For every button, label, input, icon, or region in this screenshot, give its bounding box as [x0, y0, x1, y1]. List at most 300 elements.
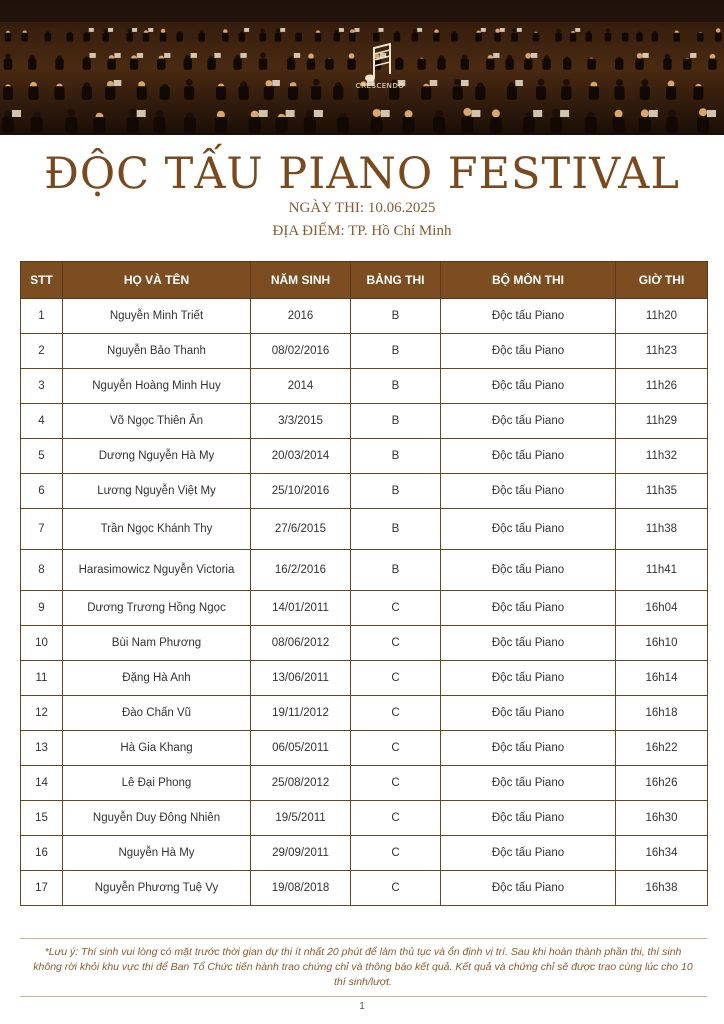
cell-subject: Độc tấu Piano: [441, 696, 616, 731]
musician-body: [127, 33, 134, 42]
cell-birth: 3/3/2015: [251, 404, 351, 439]
musician-head: [261, 29, 265, 33]
music-stand: [381, 110, 390, 117]
musician-body: [666, 117, 678, 133]
table-row: [21, 404, 708, 439]
exam-date: NGÀY THI: 10.06.2025: [288, 200, 436, 216]
divider-top: [20, 938, 707, 939]
musician-body: [349, 33, 356, 42]
musician-body: [275, 33, 282, 42]
cell-time: 16h26: [616, 766, 708, 801]
musician-body: [130, 59, 138, 70]
musician-body: [215, 117, 227, 133]
musician-body: [198, 33, 205, 42]
musician-body: [304, 117, 316, 133]
cell-birth: 19/08/2018: [251, 871, 351, 906]
musician-body: [505, 59, 513, 70]
musician-body: [287, 59, 295, 70]
cell-category: B: [351, 404, 441, 439]
musician-body: [494, 33, 501, 42]
cell-subject: Độc tấu Piano: [441, 509, 616, 550]
musician-body: [555, 33, 562, 42]
cell-category: B: [351, 369, 441, 404]
table-row: [21, 334, 708, 369]
musician-body: [693, 86, 703, 100]
musician-body: [523, 117, 535, 133]
musician-body: [394, 33, 401, 42]
cell-birth: 29/09/2011: [251, 836, 351, 871]
musician-body: [107, 59, 115, 70]
musician-body: [249, 117, 261, 133]
musician-body: [561, 86, 571, 100]
cell-subject: Độc tấu Piano: [441, 626, 616, 661]
cell-category: C: [351, 731, 441, 766]
musician-body: [337, 117, 349, 133]
musician-body: [585, 33, 592, 42]
cell-name: Trần Ngọc Khánh Thy: [63, 509, 251, 550]
musician-body: [585, 117, 597, 133]
cell-name: Dương Nguyễn Hà My: [63, 439, 251, 474]
cell-category: B: [351, 439, 441, 474]
cell-category: C: [351, 661, 441, 696]
cell-name: Harasimowicz Nguyễn Victoria: [63, 550, 251, 591]
cell-name: Đặng Hà Anh: [63, 661, 251, 696]
musician-body: [636, 33, 643, 42]
musician-body: [666, 86, 676, 100]
table-row: [21, 766, 708, 801]
music-stand: [493, 53, 499, 58]
cell-time: 16h30: [616, 801, 708, 836]
table-row: [21, 661, 708, 696]
musician-body: [176, 33, 183, 42]
cell-time: 11h35: [616, 474, 708, 509]
cell-time: 11h23: [616, 334, 708, 369]
cell-time: 11h41: [616, 550, 708, 591]
venue: ĐỊA ĐIỂM: TP. Hồ Chí Minh: [272, 223, 452, 239]
musician-body: [715, 33, 722, 42]
musician-body: [157, 59, 165, 70]
musician-body: [65, 117, 77, 133]
musician-head: [454, 79, 461, 86]
music-stand: [164, 53, 170, 58]
cell-birth: 2014: [251, 369, 351, 404]
music-stand: [531, 53, 537, 58]
musician-body: [371, 117, 383, 133]
cell-subject: Độc tấu Piano: [441, 474, 616, 509]
cell-stt: 10: [21, 626, 63, 661]
musician-head: [668, 110, 676, 118]
music-stand: [461, 80, 469, 86]
cell-name: Hà Gia Khang: [63, 731, 251, 766]
musician-head: [615, 110, 623, 118]
musician-body: [233, 59, 241, 70]
cell-name: Nguyễn Hà My: [63, 836, 251, 871]
musician-head: [5, 53, 11, 59]
musician-head: [512, 28, 516, 32]
header-subject: BỘ MÔN THI: [441, 262, 616, 299]
musician-body: [475, 86, 485, 100]
cell-stt: 17: [21, 871, 63, 906]
music-stand: [430, 80, 438, 86]
musician-body: [403, 117, 415, 133]
cell-stt: 1: [21, 299, 63, 334]
musician-head: [405, 110, 413, 118]
cell-subject: Độc tấu Piano: [441, 591, 616, 626]
musician-body: [3, 86, 13, 100]
musician-body: [45, 33, 52, 42]
musician-body: [461, 59, 469, 70]
cell-name: Lê Đại Phong: [63, 766, 251, 801]
music-stand: [575, 28, 580, 32]
crescendo-logo: [330, 42, 430, 102]
musician-body: [160, 86, 170, 100]
table-header-row: [21, 262, 708, 299]
music-stand: [272, 80, 280, 86]
musician-body: [307, 59, 315, 70]
music-stand: [244, 28, 249, 32]
cell-stt: 7: [21, 509, 63, 550]
musician-body: [490, 117, 502, 133]
cell-time: 11h32: [616, 439, 708, 474]
cell-category: C: [351, 871, 441, 906]
musician-body: [239, 86, 249, 100]
musician-body: [613, 117, 625, 133]
cell-subject: Độc tấu Piano: [441, 836, 616, 871]
cell-time: 16h38: [616, 871, 708, 906]
musician-body: [105, 86, 115, 100]
cell-time: 16h34: [616, 836, 708, 871]
musician-body: [563, 59, 571, 70]
music-stand: [114, 80, 122, 86]
cell-subject: Độc tấu Piano: [441, 871, 616, 906]
music-stand: [500, 28, 505, 32]
musician-head: [641, 109, 649, 117]
musician-body: [683, 59, 691, 70]
cell-stt: 13: [21, 731, 63, 766]
music-stand: [137, 110, 146, 117]
cell-subject: Độc tấu Piano: [441, 439, 616, 474]
musician-body: [533, 33, 540, 42]
musician-head: [276, 28, 280, 32]
logo-mark-icon: [330, 42, 430, 82]
musician-body: [83, 33, 90, 42]
musician-body: [239, 33, 246, 42]
music-stand: [191, 53, 197, 58]
musician-head: [556, 29, 560, 33]
cell-name: Đào Chấn Vũ: [63, 696, 251, 731]
musician-body: [433, 33, 440, 42]
musician-body: [260, 33, 267, 42]
musician-body: [207, 59, 215, 70]
table-row: [21, 836, 708, 871]
cell-name: Nguyễn Minh Triết: [63, 299, 251, 334]
musician-body: [635, 59, 643, 70]
musician-body: [639, 117, 651, 133]
musician-body: [311, 86, 321, 100]
musician-head: [495, 29, 499, 33]
cell-birth: 06/05/2011: [251, 731, 351, 766]
musician-body: [216, 86, 226, 100]
cell-birth: 08/02/2016: [251, 334, 351, 369]
musician-body: [461, 117, 473, 133]
cell-category: C: [351, 696, 441, 731]
table-row: [21, 801, 708, 836]
musician-body: [55, 59, 63, 70]
musician-body: [486, 59, 494, 70]
logo-text: CRESCENDO: [355, 82, 405, 90]
cell-category: C: [351, 626, 441, 661]
musician-body: [259, 59, 267, 70]
page-title: ĐỘC TẤU PIANO FESTIVAL: [44, 149, 680, 199]
cell-stt: 6: [21, 474, 63, 509]
musician-body: [184, 117, 196, 133]
musician-body: [21, 33, 28, 42]
cell-category: C: [351, 836, 441, 871]
musician-body: [143, 33, 150, 42]
table-row: [21, 299, 708, 334]
musician-body: [137, 86, 147, 100]
cell-stt: 8: [21, 550, 63, 591]
cell-name: Nguyễn Hoàng Minh Huy: [63, 369, 251, 404]
cell-time: 16h10: [616, 626, 708, 661]
cell-birth: 25/08/2012: [251, 766, 351, 801]
table-row: [21, 871, 708, 906]
music-stand: [12, 110, 21, 117]
cell-stt: 2: [21, 334, 63, 369]
musician-body: [54, 86, 64, 100]
music-stand: [533, 110, 542, 117]
table-row: [21, 591, 708, 626]
musician-body: [663, 59, 671, 70]
musician-head: [260, 53, 266, 59]
cell-birth: 19/11/2012: [251, 696, 351, 731]
cell-name: Dương Trương Hồng Ngọc: [63, 591, 251, 626]
musician-body: [153, 117, 165, 133]
cell-name: Lương Nguyễn Việt My: [63, 474, 251, 509]
cell-name: Nguyễn Phương Tuệ Vy: [63, 871, 251, 906]
cell-stt: 14: [21, 766, 63, 801]
cell-time: 11h20: [616, 299, 708, 334]
cell-birth: 27/6/2015: [251, 509, 351, 550]
cell-subject: Độc tấu Piano: [441, 661, 616, 696]
cell-time: 16h22: [616, 731, 708, 766]
musician-head: [642, 79, 649, 86]
musician-head: [668, 81, 675, 88]
musician-head: [538, 79, 545, 86]
music-stand: [259, 110, 268, 117]
musician-body: [28, 86, 38, 100]
musician-body: [295, 33, 302, 42]
musician-body: [31, 117, 43, 133]
musician-head: [67, 109, 75, 117]
musician-body: [67, 33, 74, 42]
musician-body: [94, 117, 106, 133]
cell-birth: 19/5/2011: [251, 801, 351, 836]
musician-head: [104, 29, 108, 33]
table-row: [21, 369, 708, 404]
cell-subject: Độc tấu Piano: [441, 731, 616, 766]
cell-birth: 08/06/2012: [251, 626, 351, 661]
musician-head: [616, 79, 623, 86]
cell-category: C: [351, 801, 441, 836]
musician-body: [570, 33, 577, 42]
musician-head: [308, 53, 314, 59]
music-stand: [649, 110, 658, 117]
cell-birth: 14/01/2011: [251, 591, 351, 626]
cell-subject: Độc tấu Piano: [441, 404, 616, 439]
music-stand: [481, 28, 486, 32]
musician-body: [28, 59, 36, 70]
musician-body: [5, 33, 12, 42]
musician-body: [614, 86, 624, 100]
schedule-table: [20, 261, 708, 906]
musician-body: [708, 59, 716, 70]
musician-body: [640, 86, 650, 100]
musician-body: [222, 33, 229, 42]
music-stand: [707, 110, 716, 117]
musician-head: [525, 53, 531, 59]
music-stand: [148, 28, 153, 32]
cell-category: B: [351, 334, 441, 369]
musician-head: [492, 109, 500, 117]
musician-body: [83, 59, 91, 70]
musician-body: [550, 117, 562, 133]
music-stand: [417, 28, 422, 32]
cell-subject: Độc tấu Piano: [441, 334, 616, 369]
musician-body: [433, 117, 445, 133]
musician-body: [673, 33, 680, 42]
musician-body: [373, 33, 380, 42]
music-stand: [108, 28, 113, 32]
musician-body: [453, 86, 463, 100]
musician-head: [463, 108, 471, 116]
cell-stt: 5: [21, 439, 63, 474]
divider-bottom: [20, 996, 707, 997]
music-stand: [379, 28, 384, 32]
cell-time: 11h29: [616, 404, 708, 439]
music-stand: [132, 28, 137, 32]
musician-body: [697, 117, 709, 133]
musician-body: [542, 59, 550, 70]
musician-head: [306, 110, 314, 118]
table-row: [21, 731, 708, 766]
cell-name: Nguyễn Duy Đông Nhiên: [63, 801, 251, 836]
musician-body: [622, 33, 629, 42]
table-row: [21, 509, 708, 550]
musician-head: [128, 29, 132, 33]
musician-body: [697, 33, 704, 42]
cell-category: B: [351, 474, 441, 509]
cell-subject: Độc tấu Piano: [441, 766, 616, 801]
cell-time: 16h04: [616, 591, 708, 626]
music-stand: [294, 53, 300, 58]
musician-body: [184, 59, 192, 70]
cell-birth: 16/2/2016: [251, 550, 351, 591]
table-row: [21, 626, 708, 661]
musician-body: [605, 33, 612, 42]
cell-category: B: [351, 550, 441, 591]
music-stand: [515, 80, 523, 86]
musician-head: [552, 109, 560, 117]
cell-birth: 2016: [251, 299, 351, 334]
musician-body: [4, 59, 12, 70]
table-row: [21, 550, 708, 591]
music-stand: [339, 28, 344, 32]
cell-stt: 11: [21, 661, 63, 696]
musician-body: [536, 86, 546, 100]
musician-body: [507, 86, 517, 100]
header-birth: NĂM SINH: [251, 262, 351, 299]
musician-head: [129, 109, 137, 117]
musician-body: [437, 59, 445, 70]
music-stand: [471, 110, 480, 117]
musician-body: [587, 59, 595, 70]
music-stand: [642, 53, 648, 58]
music-stand: [314, 110, 323, 117]
musician-head: [699, 108, 707, 116]
header-stt: STT: [21, 262, 63, 299]
musician-head: [161, 29, 165, 33]
table-row: [21, 439, 708, 474]
cell-birth: 13/06/2011: [251, 661, 351, 696]
cell-time: 16h14: [616, 661, 708, 696]
table-row: [21, 696, 708, 731]
orchestra-banner: [0, 0, 724, 135]
musician-body: [511, 33, 518, 42]
cell-name: Bùi Nam Phương: [63, 626, 251, 661]
cell-time: 11h38: [616, 509, 708, 550]
musician-head: [563, 79, 570, 86]
cell-subject: Độc tấu Piano: [441, 801, 616, 836]
musician-body: [127, 117, 139, 133]
cell-birth: 20/03/2014: [251, 439, 351, 474]
music-stand: [560, 110, 569, 117]
music-stand: [240, 53, 246, 58]
musician-body: [524, 59, 532, 70]
cell-name: Võ Ngọc Thiên Ân: [63, 404, 251, 439]
music-stand: [89, 28, 94, 32]
musician-head: [606, 28, 610, 32]
musician-body: [333, 33, 340, 42]
musician-body: [652, 33, 659, 42]
music-stand: [517, 28, 522, 32]
cell-stt: 16: [21, 836, 63, 871]
musician-body: [103, 33, 110, 42]
header-category: BẢNG THI: [351, 262, 441, 299]
cell-category: B: [351, 299, 441, 334]
musician-head: [637, 53, 643, 59]
music-stand: [280, 28, 285, 32]
musician-head: [266, 80, 273, 87]
musician-body: [276, 117, 288, 133]
music-stand: [355, 28, 360, 32]
music-stand: [90, 53, 96, 58]
music-stand: [286, 110, 295, 117]
musician-head: [716, 28, 720, 32]
header-name: HỌ VÀ TÊN: [63, 262, 251, 299]
musician-body: [475, 33, 482, 42]
music-stand: [214, 53, 220, 58]
cell-name: Nguyễn Bảo Thanh: [63, 334, 251, 369]
page-number: 1: [359, 1001, 365, 1012]
musician-body: [589, 86, 599, 100]
musician-body: [412, 33, 419, 42]
cell-stt: 12: [21, 696, 63, 731]
cell-stt: 4: [21, 404, 63, 439]
musician-body: [184, 86, 194, 100]
cell-category: B: [351, 509, 441, 550]
cell-time: 16h18: [616, 696, 708, 731]
